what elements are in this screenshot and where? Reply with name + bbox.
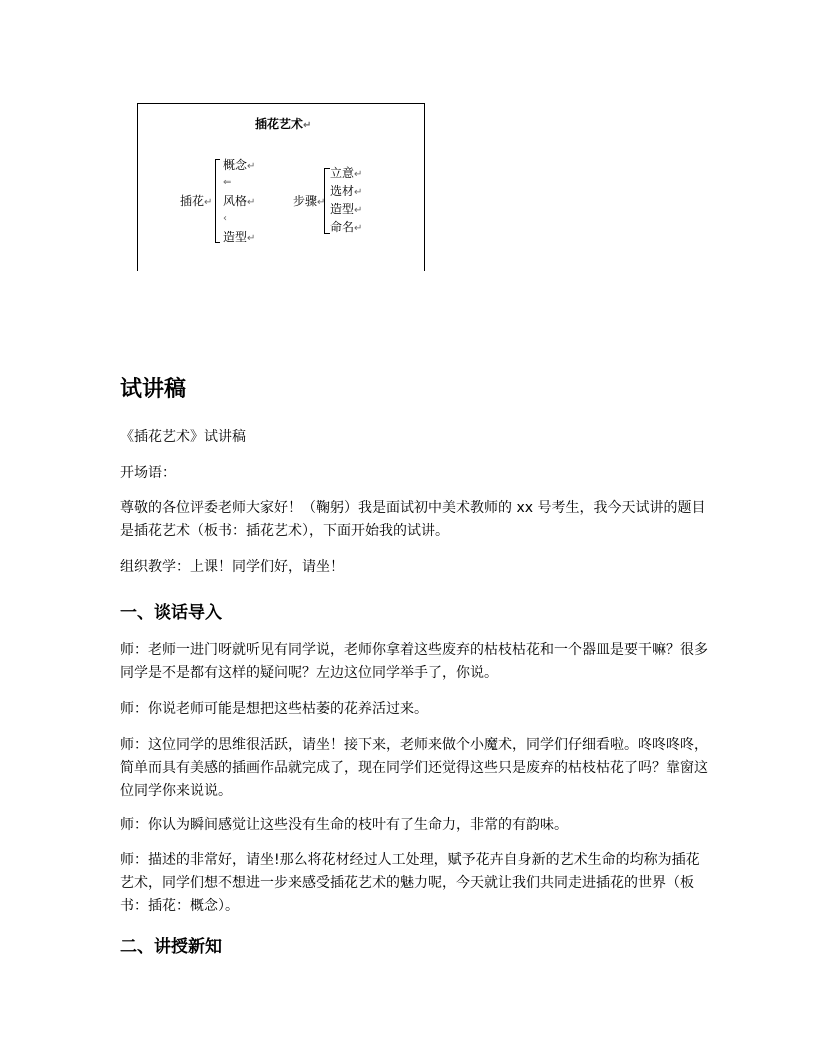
step-item [330, 220, 362, 236]
paragraph-mark-icon: ↵ [303, 120, 312, 131]
step-item [330, 166, 362, 182]
branch-item [223, 230, 255, 246]
step-label [293, 194, 325, 210]
doc-subtitle: 《插花艺术》试讲稿 [120, 429, 246, 445]
step-text: 立意 [330, 166, 355, 180]
board-title [255, 117, 311, 133]
branch-label: 造型 [223, 230, 248, 244]
paragraph: 组织教学：上课！同学们好，请坐！ [120, 559, 344, 575]
paragraph: 师：你说老师可能是想把这些枯萎的花养活过来。 [120, 701, 428, 717]
arrow-left-icon: ⇐ [223, 177, 232, 188]
paragraph-mark-icon: ↵ [247, 197, 256, 208]
section-heading: 二、讲授新知 [120, 937, 222, 957]
paragraph-mark-icon: ↵ [317, 197, 326, 208]
branch-label: 风格 [223, 194, 248, 208]
step-text: 选材 [330, 184, 355, 198]
opening-label: 开场语： [120, 465, 176, 481]
board-root [180, 194, 212, 210]
paragraph: 师：这位同学的思维很活跃，请坐！接下来，老师来做个小魔术，同学们仔细看啦。咚咚咚咚，简单而具有美感的插画作品就完成了，现在同学们还觉得这些只是废弃的枯枝枯花了吗？靠窗这位同学你来说说。 [120, 737, 708, 799]
paragraph-mark-icon: ↵ [247, 161, 256, 172]
branch-item [223, 194, 255, 210]
paragraph-mark-icon: ↵ [354, 205, 363, 216]
branch-label: 概念 [223, 158, 248, 172]
paragraph: 师：描述的非常好，请坐!那么将花材经过人工处理，赋予花卉自身新的艺术生命的均称为插花艺术，同学们想不想进一步来感受插花艺术的魅力呢，今天就让我们共同走进插花的世界（板书：插花：概念）。 [120, 852, 700, 914]
board-root-text: 插花 [180, 194, 205, 208]
step-text: 造型 [330, 202, 355, 216]
step-text: 命名 [330, 220, 355, 234]
left-bracket [215, 159, 220, 243]
page-title: 试讲稿 [120, 377, 187, 402]
chevron-left-icon: ‹ [223, 213, 227, 224]
paragraph-mark-icon: ↵ [247, 233, 256, 244]
paragraph-mark-icon: ↵ [354, 169, 363, 180]
section-heading: 一、谈话导入 [120, 603, 222, 623]
paragraph: 尊敬的各位评委老师大家好！（鞠躬）我是面试初中美术教师的 xx 号考生，我今天试讲的题目是插花艺术（板书：插花艺术），下面开始我的试讲。 [120, 500, 706, 539]
branch-item [223, 158, 255, 174]
paragraph: 师：老师一进门呀就听见有同学说，老师你拿着这些废弃的枯枝枯花和一个器皿是要干嘛？很多同学是不是都有这样的疑问呢？左边这位同学举手了，你说。 [120, 642, 708, 681]
paragraph: 师：你认为瞬间感觉让这些没有生命的枝叶有了生命力，非常的有韵味。 [120, 817, 568, 833]
paragraph-mark-icon: ↵ [204, 197, 213, 208]
paragraph-mark-icon: ↵ [354, 187, 363, 198]
step-item [330, 184, 362, 200]
paragraph-mark-icon: ↵ [354, 223, 363, 234]
step-label-text: 步骤 [293, 194, 318, 208]
board-title-text: 插花艺术 [255, 117, 304, 131]
board-diagram [137, 103, 425, 271]
step-item [330, 202, 362, 218]
